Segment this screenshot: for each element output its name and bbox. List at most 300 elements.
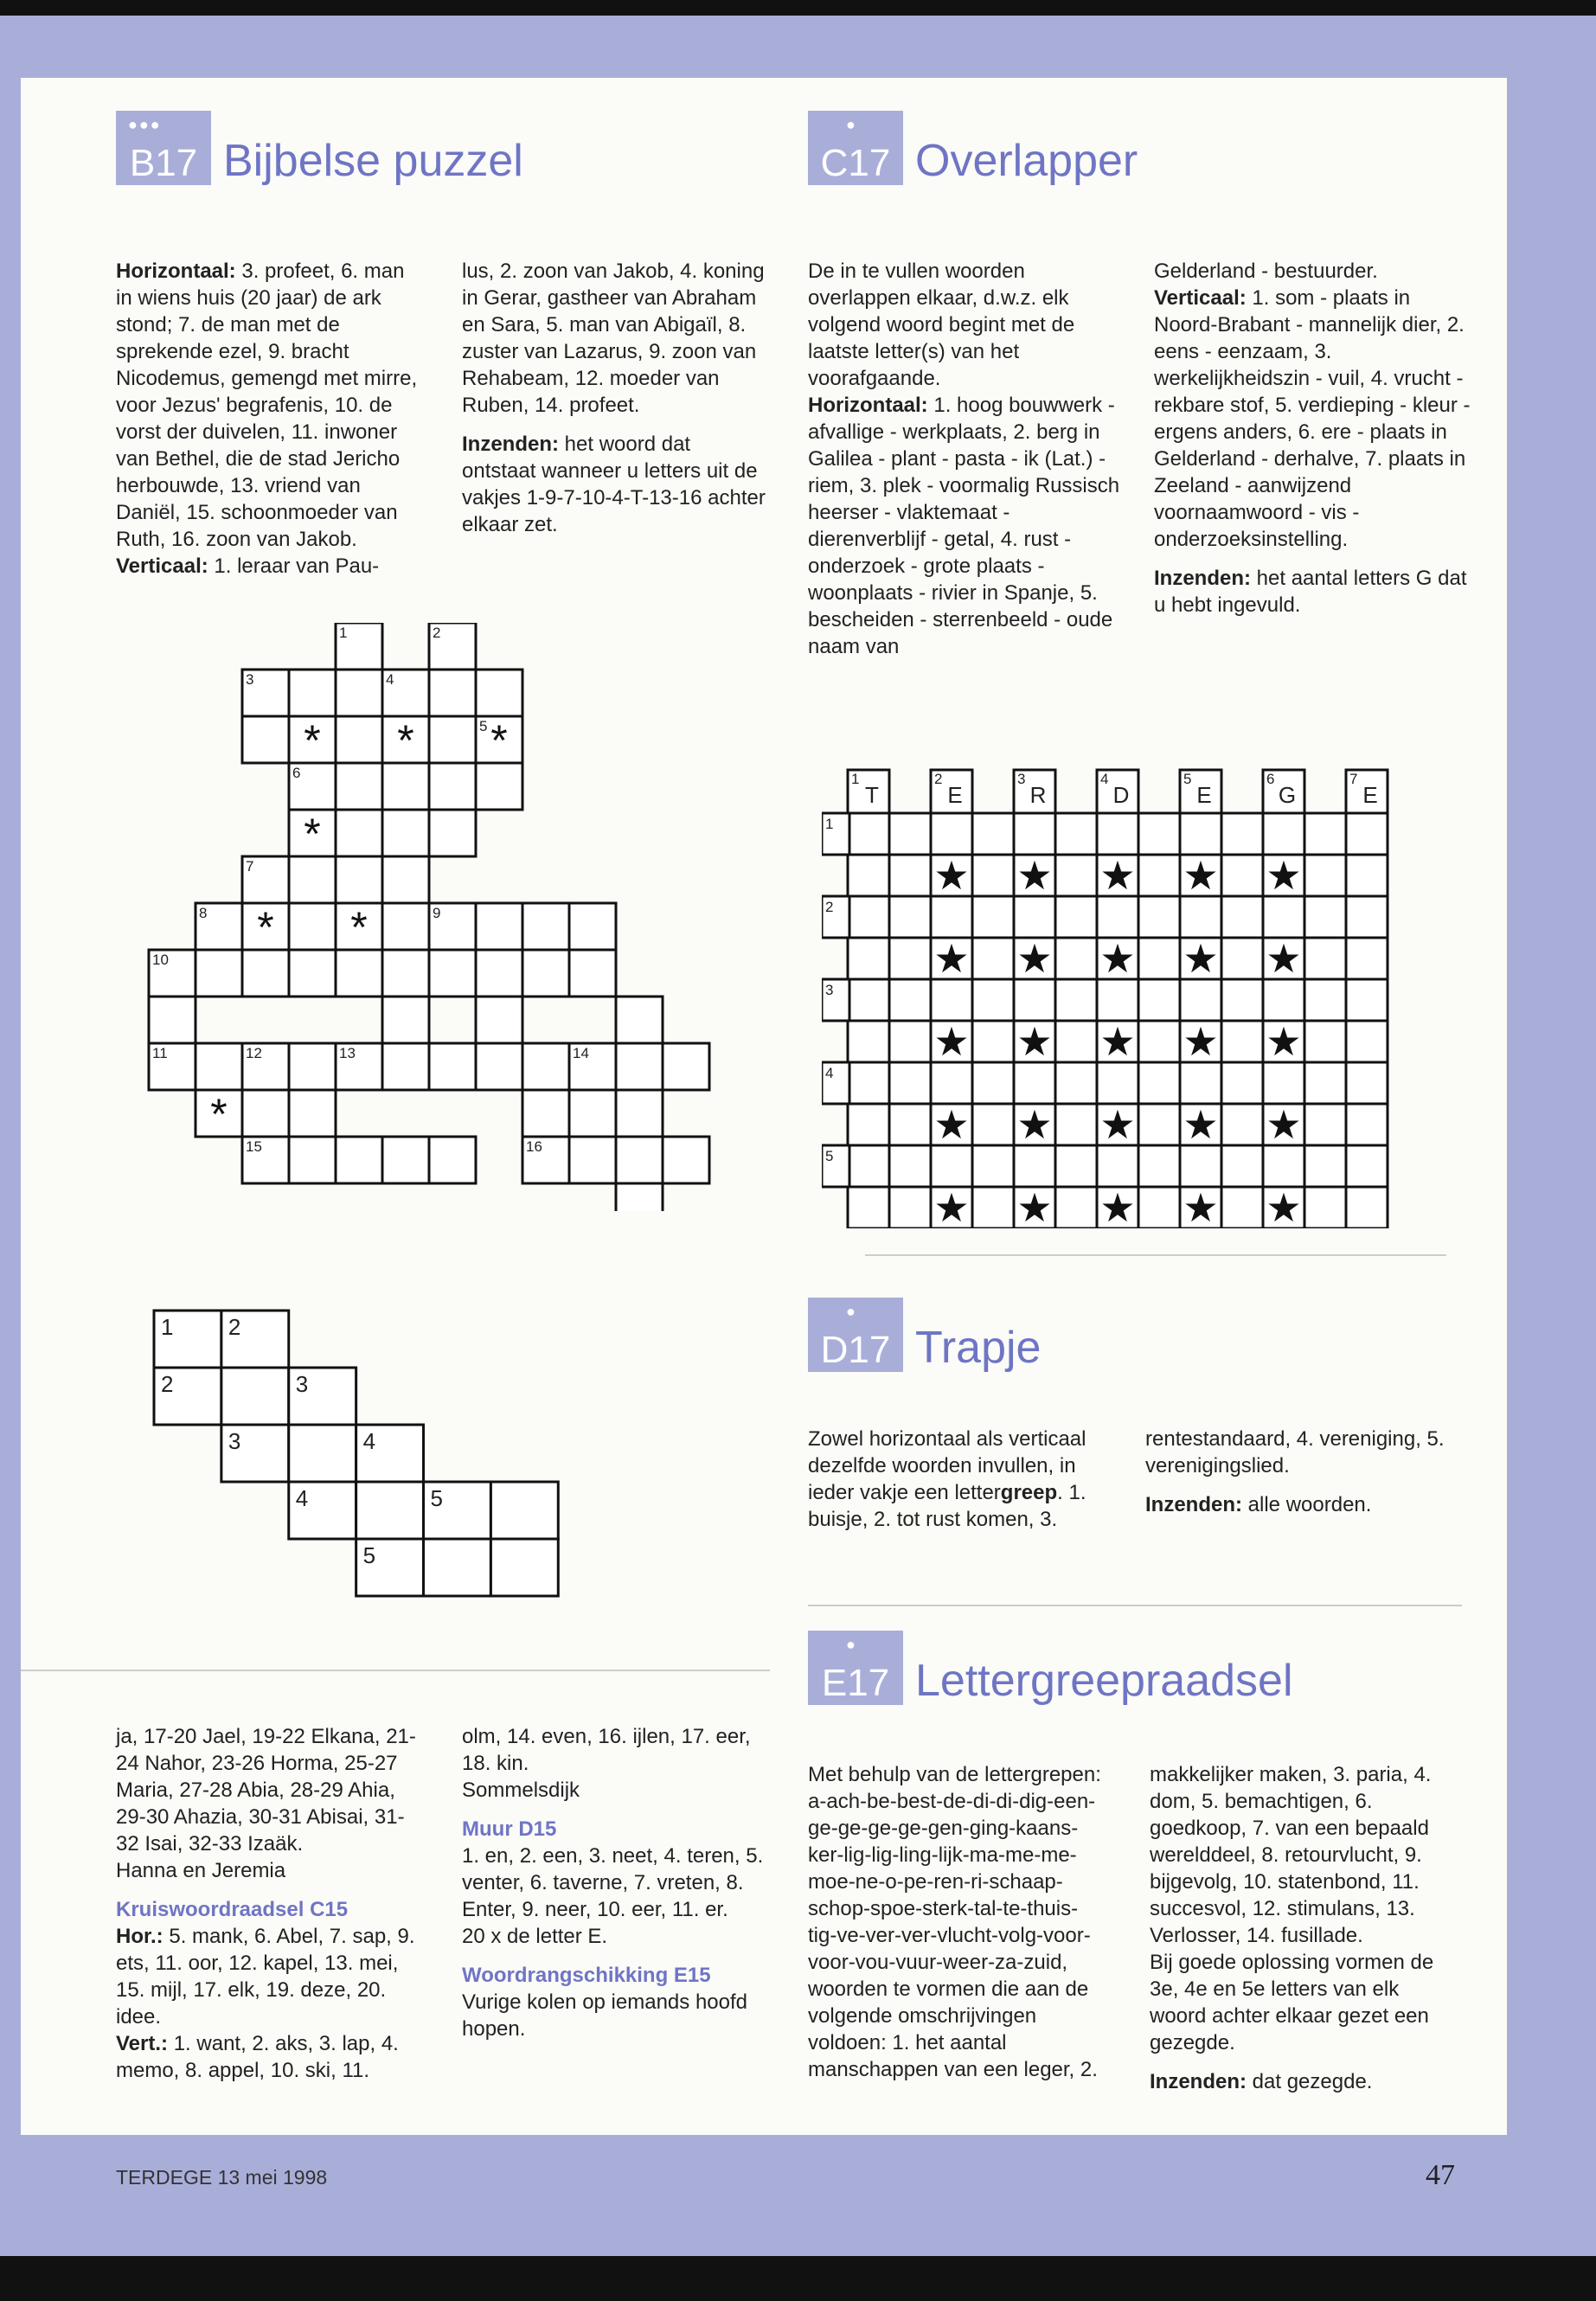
grid-cell[interactable]	[972, 979, 1014, 1021]
grid-cell[interactable]	[931, 813, 972, 855]
star-mark: *	[304, 716, 321, 765]
grid-cell[interactable]	[1097, 896, 1138, 938]
grid-cell[interactable]	[848, 979, 889, 1021]
cell-number: 3	[228, 1428, 241, 1454]
grid-cell[interactable]	[1180, 1062, 1221, 1104]
b17-text-col1	[116, 258, 424, 580]
grid-cell[interactable]	[1346, 1062, 1388, 1104]
grid-cell[interactable]	[972, 1021, 1014, 1062]
grid-cell[interactable]	[1014, 813, 1055, 855]
grid-cell[interactable]	[1221, 938, 1263, 979]
grid-cell[interactable]	[1055, 1145, 1097, 1187]
hor-label: Hor.:	[116, 1925, 163, 1948]
grid-cell[interactable]	[931, 979, 972, 1021]
grid-cell[interactable]	[289, 1090, 336, 1137]
cell-number: 6	[292, 765, 301, 781]
star-mark: ★	[1183, 1185, 1219, 1228]
grid-cell[interactable]	[1055, 855, 1097, 896]
grid-cell[interactable]	[889, 1145, 931, 1187]
grid-cell[interactable]	[848, 1145, 889, 1187]
verticaal-label: Verticaal:	[116, 554, 208, 578]
cell-number: 12	[246, 1045, 262, 1061]
grid-cell[interactable]	[1097, 979, 1138, 1021]
horizontaal-clues: 3. profeet, 6. man in wiens huis (20 jaar) de ark stond; 7. de man met de sprekende ezel, 9. bracht Nicodemus, gemengd met mirre, voor Jezus' begrafenis, 10. de vorst der duivelen, 11. inwoner van Bethel, die de stad Jericho herbouwde, 13. vriend van Daniël, 15. schoonmoeder van Ruth, 16. zoon van Jakob.	[116, 260, 418, 551]
verticaal-clues-part2: lus, 2. zoon van Jakob, 4. koning in Gerar, gastheer van Abraham en Sara, 5. man van Abigaïl, 8. zuster van Lazarus, 9. zoon van Rehabeam, 12. moeder van Ruben, 14. profeet.	[462, 260, 765, 417]
grid-cell[interactable]	[889, 896, 931, 938]
grid-cell[interactable]	[616, 1090, 663, 1137]
description-bold: greep	[1000, 1481, 1058, 1504]
grid-cell[interactable]	[1304, 1104, 1346, 1145]
verticaal-clues: 1. som - plaats in Noord-Brabant - mannelijk dier, 2. eens - eenzaam, 3. werkelijkheidszin - vuil, 4. vrucht - rekbare stof, 5. verdieping - kleur - ergens anders, 6. ere - plaats in Gelderland - derhalve, 7. plaats in Zeeland - aanwijzend voornaamwoord - vis - onderzoeksinstelling.	[1154, 286, 1471, 551]
column-number: 4	[1100, 771, 1109, 787]
star-mark: ★	[1016, 1102, 1053, 1147]
grid-cell[interactable]	[1014, 896, 1055, 938]
grid-cell[interactable]	[848, 855, 889, 896]
grid-cell[interactable]	[616, 1183, 663, 1211]
grid-cell[interactable]	[382, 997, 429, 1043]
column-number: 5	[1183, 771, 1192, 787]
star-mark: ★	[1016, 936, 1053, 981]
star-mark: ★	[1099, 936, 1136, 981]
c17-text-col2	[1154, 258, 1474, 631]
cell-number: 4	[362, 1428, 376, 1454]
grid-cell[interactable]	[1138, 1021, 1180, 1062]
grid-cell[interactable]	[1346, 1104, 1388, 1145]
grid-cell[interactable]	[476, 1043, 522, 1090]
grid-cell[interactable]	[1221, 896, 1263, 938]
column-number: 2	[934, 771, 943, 787]
grid-cell[interactable]	[522, 950, 569, 997]
grid-cell[interactable]	[289, 1043, 336, 1090]
muur-solution: 1. en, 2. een, 3. neet, 4. teren, 5. venter, 6. taverne, 7. vreten, 8. Enter, 9. neer, 10. eer, 11. er.	[462, 1844, 764, 1921]
cell-number: 2	[228, 1314, 241, 1340]
solution-title: Woordrangschikking E15	[462, 1964, 711, 1987]
grid-cell[interactable]	[221, 1368, 289, 1425]
solution-title: Kruiswoordraadsel C15	[116, 1898, 349, 1921]
grid-cell[interactable]	[1221, 1145, 1263, 1187]
grid-cell[interactable]	[1263, 813, 1304, 855]
e17-text	[808, 1761, 1448, 2095]
grid-cell[interactable]	[1138, 813, 1180, 855]
grid-cell[interactable]	[1304, 855, 1346, 896]
b17-badge	[116, 111, 211, 185]
grid-cell[interactable]	[289, 950, 336, 997]
divider	[21, 1670, 770, 1671]
woord-solution: Vurige kolen op iemands hoofd hopen.	[462, 1990, 747, 2041]
cell-number: 10	[152, 952, 169, 968]
d17-header	[808, 1298, 1413, 1372]
solution-place: Sommelsdijk	[462, 1779, 580, 1802]
star-mark: ★	[1266, 1019, 1302, 1064]
grid-cell[interactable]	[1097, 813, 1138, 855]
horizontaal-clues: 1. hoog bouwwerk - afvallige - werkplaats, 2. berg in Galilea - plant - pasta - ik (Lat.) - riem, 3. plek - voormalig Russisch heerser - vlaktemaat - dierenverblijf - getal, 4. rust - onderzoek - grote plaats - woonplaats - rivier in Spanje, 5. bescheiden - sterrenbeeld - oude naam van	[808, 394, 1120, 658]
row-number: 5	[825, 1148, 834, 1164]
grid-cell[interactable]	[1180, 813, 1221, 855]
grid-cell[interactable]	[1346, 979, 1388, 1021]
grid-cell[interactable]	[242, 1090, 289, 1137]
grid-cell[interactable]	[889, 1021, 931, 1062]
cell-number: 3	[295, 1371, 309, 1397]
difficulty-dots: ●	[846, 1303, 857, 1320]
grid-cell[interactable]	[476, 670, 522, 716]
e17-header	[808, 1631, 1413, 1705]
grid-cell[interactable]	[1304, 813, 1346, 855]
star-mark: ★	[1099, 1185, 1136, 1228]
grid-cell[interactable]	[972, 1062, 1014, 1104]
star-mark: ★	[933, 1019, 970, 1064]
grid-cell[interactable]	[382, 1043, 429, 1090]
grid-cell[interactable]	[972, 1104, 1014, 1145]
grid-cell[interactable]	[889, 938, 931, 979]
grid-cell[interactable]	[1055, 1062, 1097, 1104]
grid-cell[interactable]	[848, 1062, 889, 1104]
grid-cell[interactable]	[663, 1043, 709, 1090]
grid-cell[interactable]	[429, 763, 476, 810]
cell-number: 16	[526, 1138, 542, 1155]
grid-cell[interactable]	[569, 903, 616, 950]
grid-cell[interactable]	[1346, 938, 1388, 979]
grid-cell[interactable]	[289, 903, 336, 950]
grid-cell[interactable]	[1138, 938, 1180, 979]
grid-cell[interactable]	[1097, 1145, 1138, 1187]
grid-cell[interactable]	[972, 1187, 1014, 1228]
inzenden-label: Inzenden:	[1154, 567, 1251, 590]
horizontaal-label: Horizontaal:	[116, 260, 236, 283]
grid-cell[interactable]	[1138, 1187, 1180, 1228]
grid-cell[interactable]	[289, 670, 336, 716]
grid-cell[interactable]	[336, 1137, 382, 1183]
cell-number: 5	[479, 718, 488, 734]
horizontaal-label: Horizontaal:	[808, 394, 928, 417]
header-letter: D	[1112, 782, 1130, 808]
solution-title: Muur D15	[462, 1817, 557, 1841]
star-mark: ★	[1183, 1019, 1219, 1064]
bottom-edge	[0, 2256, 1596, 2301]
grid-cell[interactable]	[476, 763, 522, 810]
inzenden-text: het woord dat ontstaat wanneer u letters uit de vakjes 1-9-7-10-4-T-13-16 achter elkaar zet.	[462, 433, 766, 536]
grid-cell[interactable]	[931, 896, 972, 938]
grid-cell[interactable]	[476, 997, 522, 1043]
grid-cell[interactable]	[1304, 896, 1346, 938]
inzenden-label: Inzenden:	[462, 433, 559, 456]
description: Met behulp van de lettergrepen: a-ach-be-best-de-di-di-dig-een-ge-ge-ge-ge-gen-ging-kaans-ker-lig-lig-ling-lijk-ma-me-me-moe-ne-o-pe-ren-ri-schaap-schop-spoe-sterk-tal-te-thuis-tig-ve-ver-ver-vlucht-volg-voor-voor-vou-vuur-weer-za-zuid, woorden te vormen die aan de volgende omschrijvingen voldoen: 1. het aantal manschappen van een leger, 2. makkelijker maken, 3. paria, 4. dom, 5. bemachtigen, 6. goedkoop, 7. van een bepaald werelddeel, 8. retourvlucht, 9. bijgevolg, 10. statenbond, 11. succesvol, 12. stimulans, 13. Verlosser, 14. fusillade.	[808, 1763, 1432, 2081]
grid-cell[interactable]	[336, 856, 382, 903]
grid-cell[interactable]	[1304, 1021, 1346, 1062]
grid-cell[interactable]	[382, 1137, 429, 1183]
star-mark: ★	[933, 1102, 970, 1147]
grid-cell[interactable]	[195, 950, 242, 997]
grid-cell[interactable]	[616, 1137, 663, 1183]
grid-cell[interactable]	[848, 813, 889, 855]
grid-cell[interactable]	[569, 1137, 616, 1183]
star-mark: ★	[1183, 1102, 1219, 1147]
grid-cell[interactable]	[1055, 1021, 1097, 1062]
star-mark: ★	[933, 936, 970, 981]
star-mark: ★	[1099, 1102, 1136, 1147]
grid-cell[interactable]	[429, 810, 476, 856]
top-edge	[0, 0, 1596, 16]
grid-cell[interactable]	[1180, 1145, 1221, 1187]
grid-cell[interactable]	[889, 1187, 931, 1228]
cell-number: 15	[246, 1138, 262, 1155]
header-letter: R	[1029, 782, 1047, 808]
grid-cell[interactable]	[289, 1425, 356, 1482]
grid-cell[interactable]	[972, 896, 1014, 938]
d17-text	[808, 1426, 1448, 1533]
grid-cell[interactable]	[1055, 813, 1097, 855]
grid-cell[interactable]	[242, 950, 289, 997]
grid-cell[interactable]	[1014, 1062, 1055, 1104]
grid-cell[interactable]	[476, 903, 522, 950]
grid-cell[interactable]	[382, 950, 429, 997]
cell-number: 9	[433, 905, 441, 921]
b17-crossword-grid	[138, 623, 744, 1211]
solution-names: Hanna en Jeremia	[116, 1859, 286, 1882]
grid-cell[interactable]	[889, 1104, 931, 1145]
grid-cell[interactable]	[382, 856, 429, 903]
column-number: 6	[1266, 771, 1275, 787]
grid-cell[interactable]	[476, 950, 522, 997]
grid-cell[interactable]	[1263, 1062, 1304, 1104]
description-b: . 1. buisje, 2. tot rust komen, 3. rentestandaard, 4. vereniging, 5. verenigingslied.	[808, 1427, 1445, 1531]
row-number: 3	[825, 982, 834, 998]
cell-number: 13	[339, 1045, 356, 1061]
grid-cell[interactable]	[931, 1062, 972, 1104]
grid-cell[interactable]	[1014, 979, 1055, 1021]
c17-text-col1	[808, 258, 1128, 660]
grid-cell[interactable]	[972, 813, 1014, 855]
grid-cell[interactable]	[382, 903, 429, 950]
star-mark: *	[397, 716, 414, 765]
b17-text-col2	[462, 258, 770, 550]
grid-cell[interactable]	[429, 716, 476, 763]
inzenden-text: alle woorden.	[1247, 1493, 1372, 1516]
muur-extra: 20 x de letter E.	[462, 1925, 608, 1948]
grid-cell[interactable]	[1304, 1145, 1346, 1187]
star-mark: ★	[1016, 1185, 1053, 1228]
inzenden-text: dat gezegde.	[1252, 2070, 1373, 2093]
header-letter: E	[947, 782, 963, 808]
cell-number: 4	[386, 671, 394, 688]
header-letter: E	[1196, 782, 1212, 808]
grid-cell[interactable]	[1346, 1187, 1388, 1228]
intro-text: De in te vullen woorden overlappen elkaar, d.w.z. elk volgend woord begint met de laatste letter(s) van het voorafgaande.	[808, 260, 1075, 390]
grid-cell[interactable]	[889, 1062, 931, 1104]
c17-header	[808, 111, 1413, 185]
grid-cell[interactable]	[1346, 1021, 1388, 1062]
grid-cell[interactable]	[1263, 1145, 1304, 1187]
grid-cell[interactable]	[889, 979, 931, 1021]
grid-cell[interactable]	[490, 1539, 558, 1596]
star-mark: *	[257, 903, 274, 952]
vert-label: Vert.:	[116, 2032, 169, 2055]
star-mark: ★	[1099, 853, 1136, 898]
grid-cell[interactable]	[336, 810, 382, 856]
cell-number: 2	[433, 625, 441, 641]
star-mark: ★	[1016, 1019, 1053, 1064]
grid-cell[interactable]	[490, 1482, 558, 1539]
e17-badge	[808, 1631, 903, 1705]
puzzle-title: Trapje	[915, 1323, 1042, 1373]
star-mark: ★	[1183, 936, 1219, 981]
star-mark: ★	[1266, 853, 1302, 898]
grid-cell[interactable]	[663, 1137, 709, 1183]
star-mark: *	[210, 1090, 228, 1138]
inzenden-label: Inzenden:	[1145, 1493, 1242, 1516]
grid-cell[interactable]	[848, 1104, 889, 1145]
difficulty-dots: ●	[846, 1636, 857, 1653]
d17-badge	[808, 1298, 903, 1372]
grid-cell[interactable]	[424, 1539, 491, 1596]
magazine-footer: TERDEGE 13 mei 1998	[116, 2166, 328, 2189]
hor-solution: 5. mank, 6. Abel, 7. sap, 9. ets, 11. oor, 12. kapel, 13. mei, 15. mijl, 17. elk, 19. deze, 20. idee.	[116, 1925, 415, 2029]
row-number: 4	[825, 1065, 834, 1081]
grid-cell[interactable]	[972, 1145, 1014, 1187]
verticaal-label: Verticaal:	[1154, 286, 1247, 310]
grid-cell[interactable]	[972, 855, 1014, 896]
grid-cell[interactable]	[1138, 1062, 1180, 1104]
star-mark: ★	[933, 1185, 970, 1228]
grid-cell[interactable]	[848, 938, 889, 979]
grid-cell[interactable]	[522, 1090, 569, 1137]
grid-cell[interactable]	[616, 997, 663, 1043]
grid-cell[interactable]	[289, 1137, 336, 1183]
star-mark: *	[350, 903, 368, 952]
grid-cell[interactable]	[1055, 938, 1097, 979]
grid-cell[interactable]	[1138, 1104, 1180, 1145]
grid-cell[interactable]	[429, 670, 476, 716]
cell-number: 2	[161, 1371, 174, 1397]
grid-cell[interactable]	[889, 855, 931, 896]
column-number: 1	[851, 771, 860, 787]
grid-cell[interactable]	[522, 1043, 569, 1090]
grid-cell[interactable]	[1055, 979, 1097, 1021]
cell-number: 14	[573, 1045, 589, 1061]
puzzle-title: Bijbelse puzzel	[223, 136, 523, 186]
grid-cell[interactable]	[289, 856, 336, 903]
grid-cell[interactable]	[1263, 896, 1304, 938]
grid-cell[interactable]	[1055, 1104, 1097, 1145]
grid-cell[interactable]	[1221, 979, 1263, 1021]
grid-cell[interactable]	[1180, 979, 1221, 1021]
column-number: 7	[1349, 771, 1358, 787]
grid-cell[interactable]	[382, 810, 429, 856]
grid-cell[interactable]	[242, 716, 289, 763]
grid-cell[interactable]	[382, 763, 429, 810]
grid-cell[interactable]	[1304, 979, 1346, 1021]
cell-number: 1	[339, 625, 348, 641]
grid-cell[interactable]	[1346, 855, 1388, 896]
difficulty-dots: ●●●	[128, 116, 162, 133]
grid-cell[interactable]	[616, 1043, 663, 1090]
c17-overlapper-grid	[822, 761, 1445, 1228]
grid-cell[interactable]	[1138, 979, 1180, 1021]
column-number: 3	[1017, 771, 1026, 787]
grid-cell[interactable]	[1180, 896, 1221, 938]
grid-cell[interactable]	[149, 997, 195, 1043]
b17-header	[116, 111, 721, 185]
grid-cell[interactable]	[1014, 1145, 1055, 1187]
grid-cell[interactable]	[356, 1482, 424, 1539]
grid-cell[interactable]	[1304, 938, 1346, 979]
horizontaal-clues-cont: Gelderland - bestuurder.	[1154, 260, 1378, 283]
page-number: 47	[1426, 2159, 1455, 2191]
grid-cell[interactable]	[195, 1043, 242, 1090]
cell-number: 3	[246, 671, 254, 688]
cell-number: 11	[152, 1045, 168, 1061]
grid-cell[interactable]	[522, 903, 569, 950]
vert-solution: 1. want, 2. aks, 3. lap, 4. memo, 8. appel, 10. ski, 11.	[116, 2032, 399, 2082]
grid-cell[interactable]	[848, 1187, 889, 1228]
grid-cell[interactable]	[1221, 1062, 1263, 1104]
grid-cell[interactable]	[429, 1137, 476, 1183]
inzenden-text: het aantal letters G dat u hebt ingevuld.	[1154, 567, 1467, 617]
grid-cell[interactable]	[1346, 1145, 1388, 1187]
grid-cell[interactable]	[336, 670, 382, 716]
d17-trapje-grid	[145, 1302, 734, 1613]
grid-cell[interactable]	[931, 1145, 972, 1187]
description-2: Bij goede oplossing vormen de 3e, 4e en 5e letters van elk woord achter elkaar gezet een gezegde.	[1150, 1951, 1434, 2054]
grid-cell[interactable]	[1304, 1062, 1346, 1104]
grid-cell[interactable]	[1221, 855, 1263, 896]
grid-cell[interactable]	[889, 813, 931, 855]
grid-cell[interactable]	[848, 1021, 889, 1062]
grid-cell[interactable]	[1221, 1187, 1263, 1228]
grid-cell[interactable]	[1138, 896, 1180, 938]
solutions-col1	[116, 1723, 427, 2084]
grid-cell[interactable]	[1055, 1187, 1097, 1228]
inzenden-label: Inzenden:	[1150, 2070, 1247, 2093]
grid-cell[interactable]	[1097, 1062, 1138, 1104]
grid-cell[interactable]	[1221, 813, 1263, 855]
grid-cell[interactable]	[336, 763, 382, 810]
grid-cell[interactable]	[1221, 1021, 1263, 1062]
grid-cell[interactable]	[1346, 813, 1388, 855]
grid-cell[interactable]	[429, 1043, 476, 1090]
star-mark: ★	[1099, 1019, 1136, 1064]
header-letter: E	[1362, 782, 1378, 808]
puzzle-code: E17	[821, 1662, 890, 1704]
grid-cell[interactable]	[1263, 979, 1304, 1021]
row-number: 1	[825, 816, 834, 832]
star-mark: ★	[933, 853, 970, 898]
description-a: Zowel horizontaal als verticaal dezelfde woorden invullen, in ieder vakje een letter	[808, 1427, 1086, 1504]
puzzle-title: Overlapper	[915, 136, 1138, 186]
header-letter: G	[1278, 782, 1297, 808]
star-mark: ★	[1183, 853, 1219, 898]
star-mark: *	[304, 810, 321, 858]
grid-cell[interactable]	[1304, 1187, 1346, 1228]
grid-cell[interactable]	[848, 896, 889, 938]
grid-cell[interactable]	[1221, 1104, 1263, 1145]
grid-cell[interactable]	[429, 950, 476, 997]
star-mark: ★	[1016, 853, 1053, 898]
star-mark: *	[490, 716, 508, 765]
header-letter: T	[865, 782, 879, 808]
grid-cell[interactable]	[569, 1090, 616, 1137]
solution-text: ja, 17-20 Jael, 19-22 Elkana, 21-24 Nahor, 23-26 Horma, 25-27 Maria, 27-28 Abia, 28-29 Ahia, 29-30 Ahazia, 30-31 Abisai, 31-32 Isai, 32-33 Izaäk.	[116, 1725, 416, 1856]
grid-cell[interactable]	[1138, 1145, 1180, 1187]
grid-cell[interactable]	[1138, 855, 1180, 896]
grid-cell[interactable]	[1346, 896, 1388, 938]
grid-cell[interactable]	[972, 938, 1014, 979]
grid-cell[interactable]	[336, 716, 382, 763]
cell-number: 4	[295, 1485, 309, 1511]
grid-cell[interactable]	[1055, 896, 1097, 938]
grid-cell[interactable]	[569, 950, 616, 997]
puzzle-code: C17	[820, 142, 891, 184]
grid-cell[interactable]	[336, 950, 382, 997]
